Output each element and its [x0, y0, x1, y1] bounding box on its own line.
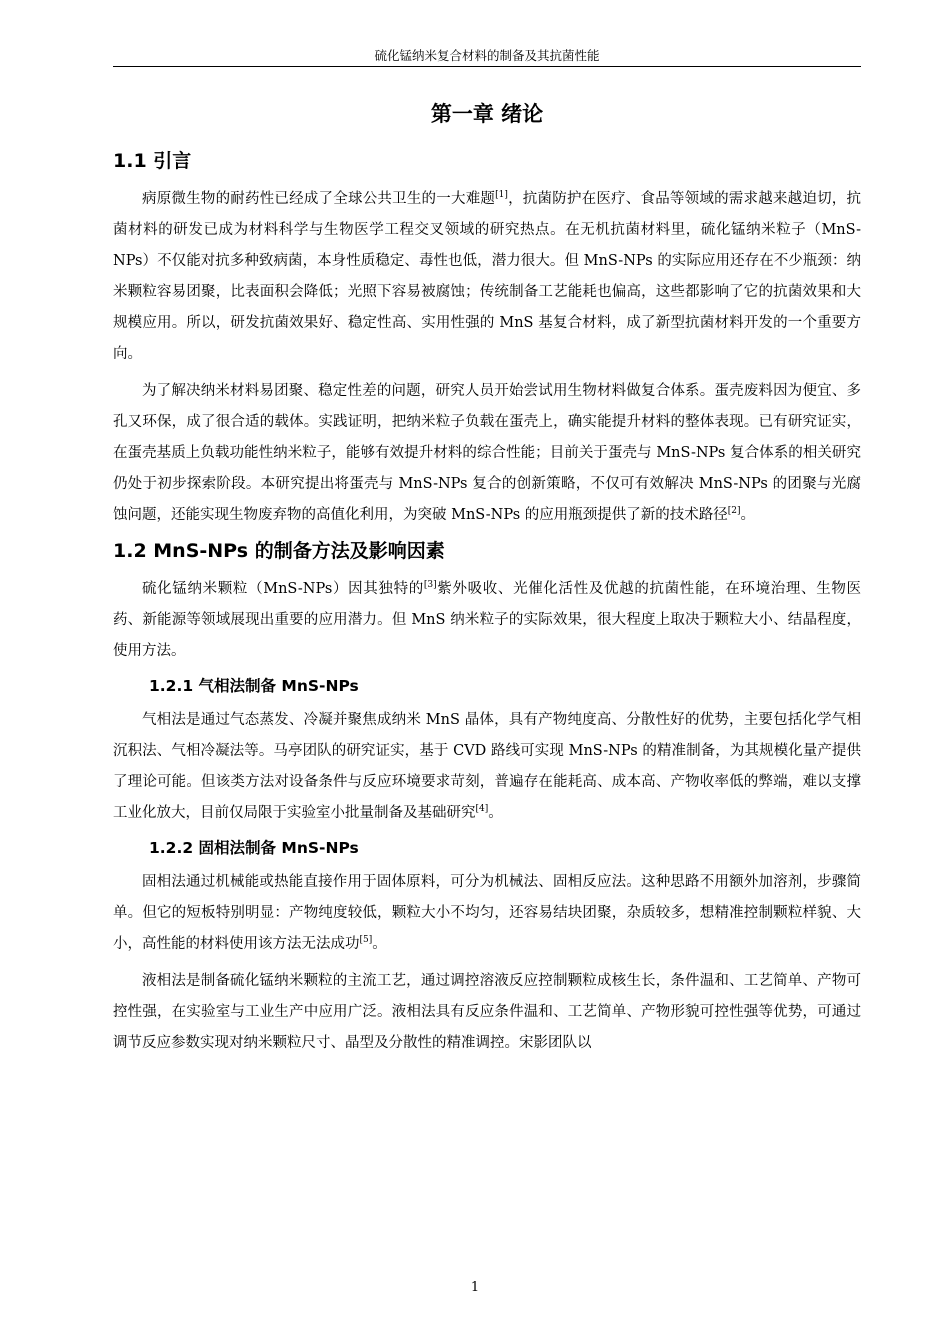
paragraph: 为了解决纳米材料易团聚、稳定性差的问题，研究人员开始尝试用生物材料做复合体系。蛋壳废料因为便宜、多孔又环保，成了很合适的载体。实践证明，把纳米粒子负载在蛋壳上，确实能提升材料的整体表现。已有研究证实，在蛋壳基质上负载功能性纳米粒子，能够有效提升材料的综合性能；目前关于蛋壳与 MnS-NPs 复合体系的相关研究仍处于初步探索阶段。本研究提出将蛋壳与 MnS-NPs 复合的创新策略，不仅可有效解决 MnS-NPs 的团聚与光腐蚀问题，还能实现生物废弃物的高值化利用，为突破 MnS-NPs 的应用瓶颈提供了新的技术路径[2]。	[113, 383, 861, 523]
paragraph: 液相法是制备硫化锰纳米颗粒的主流工艺，通过调控溶液反应控制颗粒成核生长，条件温和、工艺简单、产物可控性强，在实验室与工业生产中应用广泛。液相法具有反应条件温和、工艺简单、产物形貌可控性强等优势，可通过调节反应参数实现对纳米颗粒尺寸、晶型及分散性的精准调控。宋影团队以	[113, 973, 861, 1051]
running-header: 硫化锰纳米复合材料的制备及其抗菌性能	[113, 48, 861, 67]
chapter-title: 第一章 绪论	[430, 102, 544, 126]
page-content	[113, 96, 861, 1065]
subsection-title: 1.2.2 固相法制备 MnS-NPs	[149, 839, 359, 857]
citation: [2]	[727, 506, 741, 517]
paragraph: 固相法通过机械能或热能直接作用于固体原料，可分为机械法、固相反应法。这种思路不用额外加溶剂，步骤简单。但它的短板特别明显：产物纯度较低，颗粒大小不均匀，还容易结块团聚，杂质较多，想精准控制颗粒样貌、大小，高性能的材料使用该方法无法成功[5]。	[113, 874, 861, 952]
citation: [4]	[475, 804, 489, 815]
citation: [5]	[359, 935, 373, 946]
section-title: 1.1 引言	[113, 150, 192, 172]
citation: [3]	[423, 580, 437, 591]
subsection-title: 1.2.1 气相法制备 MnS-NPs	[149, 677, 359, 695]
page-number: 1	[470, 1280, 480, 1295]
paragraph: 病原微生物的耐药性已经成了全球公共卫生的一大难题[1]，抗菌防护在医疗、食品等领域的需求越来越迫切，抗菌材料的研发已成为材料科学与生物医学工程交叉领域的研究热点。在无机抗菌材料里，硫化锰纳米粒子（MnS-NPs）不仅能对抗多种致病菌，本身性质稳定、毒性也低，潜力很大。但 MnS-NPs 的实际应用还存在不少瓶颈：纳米颗粒容易团聚，比表面积会降低；光照下容易被腐蚀；传统制备工艺能耗也偏高，这些都影响了它的抗菌效果和大规模应用。所以，研发抗菌效果好、稳定性高、实用性强的 MnS 基复合材料，成了新型抗菌材料开发的一个重要方向。	[113, 190, 861, 362]
paragraph: 气相法是通过气态蒸发、冷凝并聚焦成纳米 MnS 晶体，具有产物纯度高、分散性好的优势，主要包括化学气相沉积法、气相冷凝法等。马亭团队的研究证实，基于 CVD 路线可实现 MnS-NPs 的精准制备，为其规模化量产提供了理论可能。但该类方法对设备条件与反应环境要求苛刻，普遍存在能耗高、成本高、产物收率低的弊端，难以支撑工业化放大，目前仅局限于实验室小批量制备及基础研究[4]。	[113, 712, 861, 821]
section-title: 1.2 MnS-NPs 的制备方法及影响因素	[113, 540, 445, 562]
paragraph: 硫化锰纳米颗粒（MnS-NPs）因其独特的[3]紫外吸收、光催化活性及优越的抗菌性能，在环境治理、生物医药、新能源等领域展现出重要的应用潜力。但 MnS 纳米粒子的实际效果，很大程度上取决于颗粒大小、结晶程度，使用方法。	[113, 580, 862, 659]
citation: [1]	[495, 190, 508, 201]
